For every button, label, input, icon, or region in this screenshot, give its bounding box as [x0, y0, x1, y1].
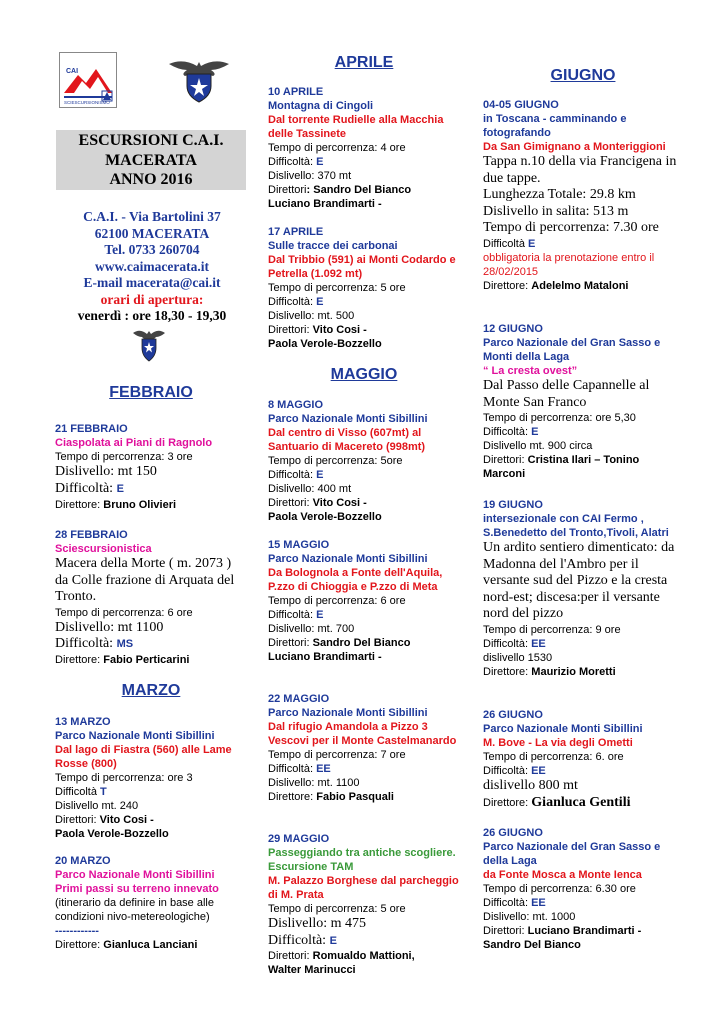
separator: ------------: [55, 925, 99, 937]
address-website[interactable]: www.caimacerata.it: [95, 258, 209, 274]
difficulty-label: Difficoltà:: [55, 636, 117, 651]
difficulty-value: EE: [531, 897, 546, 909]
difficulty-label: Difficoltà:: [268, 763, 317, 775]
event-17-aprile: [268, 225, 464, 351]
event-date: 8 MAGGIO: [268, 399, 324, 411]
difficulty-value: EE: [316, 763, 331, 775]
event-28-febbraio: [55, 528, 247, 667]
director-name-2: Luciano Brandimarti -: [268, 198, 382, 210]
month-aprile: APRILE: [334, 54, 394, 71]
difficulty-value: E: [316, 469, 324, 481]
event-date: 12 GIUGNO: [483, 323, 543, 335]
director-label: Direttori:: [55, 814, 100, 826]
svg-text:SCIESCURSIONISMO: SCIESCURSIONISMO: [64, 100, 110, 105]
event-description: Macera della Morte ( m. 2073 ) da Colle frazione di Arquata del Tronto.: [55, 556, 235, 604]
director-name: Vito Cosi -: [312, 497, 367, 509]
event-time: Tempo di percorrenza: 6. ore: [483, 751, 624, 763]
svg-text:CAI: CAI: [66, 68, 79, 75]
director-name-2: Paola Verole-Bozzello: [268, 511, 382, 523]
event-dislivello: dislivello 800 mt: [483, 778, 578, 793]
director-name-2: Luciano Brandimarti -: [268, 651, 382, 663]
difficulty-label: Difficoltà:: [268, 469, 317, 481]
event-dislivello: dislivello 1530: [483, 651, 553, 664]
event-park: Parco Nazionale Monti Sibillini: [268, 553, 428, 565]
event-subtitle: Sulle tracce dei carbonai: [268, 240, 398, 252]
director-name: Sandro Del Bianco: [312, 637, 411, 649]
difficulty-value: E: [329, 934, 337, 947]
director-name: Romualdo Mattioni,: [312, 950, 415, 962]
event-date: 15 MAGGIO: [268, 539, 330, 551]
difficulty-value: E: [316, 156, 324, 168]
director-name: : Sandro Del Bianco: [306, 184, 412, 196]
address-email[interactable]: E-mail macerata@cai.it: [83, 275, 221, 290]
event-time: Tempo di percorrenza: 7 ore: [268, 749, 406, 761]
difficulty-label: Difficoltà: [483, 237, 529, 250]
address-street: C.A.I. - Via Bartolini 37: [83, 209, 221, 224]
event-20-marzo: [55, 854, 247, 952]
event-title: Dal centro di Visso (607mt) al Santuario di Macereto (998mt): [268, 427, 426, 453]
director-label: Direttore:: [55, 939, 104, 951]
event-22-maggio: [268, 692, 464, 804]
director-label: Direttore:: [483, 665, 532, 678]
director-name-2: Paola Verole-Bozzello: [268, 338, 382, 350]
director-name: Cristina Ilari – Tonino Marconi: [483, 454, 640, 480]
difficulty-value: T: [100, 786, 107, 798]
difficulty-label: Difficoltà:: [268, 156, 317, 168]
event-19-giugno: [483, 498, 683, 679]
event-subtitle: intersezionale con CAI Fermo , S.Benedetto del Tronto,Tivoli, Alatri: [483, 513, 669, 539]
event-description: Un ardito sentiero dimenticato: da Madonna del l'Ambro per il versante sud del Pizzo e la cresta nord-est; discesa:per il versante nord del pizzo: [483, 540, 675, 621]
difficulty-value: E: [528, 237, 536, 250]
event-date: 19 GIUGNO: [483, 499, 543, 511]
event-date: 17 APRILE: [268, 226, 324, 238]
director-label: Direttore:: [483, 279, 532, 292]
event-date: 04-05 GIUGNO: [483, 99, 559, 111]
event-26-giugno-ienca: [483, 826, 683, 952]
difficulty-value: E: [316, 296, 324, 308]
month-giugno: GIUGNO: [550, 67, 616, 84]
address-phone: Tel. 0733 260704: [104, 242, 200, 257]
event-length: Lunghezza Totale: 29.8 km: [483, 187, 636, 202]
month-febbraio: FEBBRAIO: [109, 384, 193, 401]
event-title: Da San Gimignano a Monteriggioni: [483, 141, 666, 153]
event-date: 28 FEBBRAIO: [55, 529, 128, 541]
director-label: Direttore:: [483, 796, 532, 809]
cai-sciescursionismo-logo: [59, 52, 117, 108]
opening-hours-label: orari di apertura:: [100, 291, 204, 307]
title-line-2: MACERATA: [105, 151, 197, 169]
director-label: Direttori:: [268, 950, 313, 962]
event-title: Dal lago di Fiastra (560) alle Lame Rosse (800): [55, 744, 232, 770]
event-title: Dal torrente Rudielle alla Macchia delle Tassinete: [268, 114, 444, 140]
logos: [57, 50, 247, 110]
booking-note: obbligatoria la prenotazione entro il 28/02/2015: [483, 251, 655, 278]
event-time: Tempo di percorrenza: 6 ore: [268, 595, 406, 607]
event-10-aprile: [268, 85, 464, 211]
event-dislivello: Dislivello: mt. 1000: [483, 911, 576, 923]
event-time: Tempo di percorrenza: 7.30 ore: [483, 220, 659, 235]
difficulty-label: Difficoltà:: [483, 897, 532, 909]
event-time: Tempo di percorrenza: 6.30 ore: [483, 883, 636, 895]
difficulty-value: E: [316, 609, 324, 621]
event-dislivello: Dislivello: mt. 500: [268, 310, 355, 322]
event-park: Parco Nazionale Monti Sibillini: [55, 730, 215, 742]
event-subtitle: Montagna di Cingoli: [268, 100, 374, 112]
event-dislivello: Dislivello: 400 mt: [268, 483, 352, 495]
address-block: [56, 209, 248, 325]
difficulty-value: EE: [531, 637, 546, 650]
title-line-3: ANNO 2016: [109, 171, 193, 188]
difficulty-label: Difficoltà:: [268, 932, 330, 948]
director-name: Luciano Brandimarti -: [527, 925, 642, 937]
event-title: M. Palazzo Borghese dal parcheggio di M. Prata: [268, 875, 459, 901]
event-park: Parco Nazionale Monti Sibillini: [55, 869, 215, 881]
director-name: Bruno Olivieri: [103, 499, 177, 511]
director-label: Direttori:: [268, 497, 313, 509]
event-title: Da Bolognola a Fonte dell'Aquila, P.zzo di Chioggia e P.zzo di Meta: [268, 567, 443, 593]
event-date: 10 APRILE: [268, 86, 324, 98]
director-label: Direttore:: [55, 499, 104, 511]
director-name: Maurizio Moretti: [531, 665, 616, 678]
event-time: Tempo di percorrenza: 3 ore: [55, 451, 193, 463]
event-12-giugno: [483, 322, 683, 481]
event-dislivello: Dislivello mt. 240: [55, 800, 139, 812]
event-title: “ La cresta ovest”: [483, 365, 578, 377]
difficulty-label: Difficoltà:: [268, 609, 317, 621]
difficulty-label: Difficoltà:: [483, 765, 532, 777]
event-date: 29 MAGGIO: [268, 833, 330, 845]
event-title: Ciaspolata ai Piani di Ragnolo: [55, 437, 213, 449]
cai-eagle-small-icon: [132, 327, 166, 363]
event-15-maggio: [268, 538, 464, 664]
event-note: (itinerario da definire in base alle condizioni nivo-metereologiche): [55, 897, 214, 923]
month-maggio: MAGGIO: [330, 366, 398, 383]
page-title: [56, 130, 246, 190]
event-description: Tappa n.10 della via Francigena in due tappe.: [483, 154, 677, 186]
director-label: Direttori: [268, 184, 307, 196]
event-time: Tempo di percorrenza: ore 3: [55, 772, 193, 784]
event-time: Tempo di percorrenza: 5ore: [268, 455, 403, 467]
event-time: Tempo di percorrenza: 5 ore: [268, 282, 406, 294]
event-park: Parco Nazionale Monti Sibillini: [268, 707, 428, 719]
event-title: Dal rifugio Amandola a Pizzo 3 Vescovi per il Monte Castelmanardo: [268, 721, 457, 747]
difficulty-label: Difficoltà:: [483, 426, 532, 438]
address-city: 62100 MACERATA: [94, 225, 210, 241]
director-label: Direttore:: [55, 653, 104, 666]
event-park: Parco Nazionale del Gran Sasso e della Laga: [483, 841, 661, 867]
event-time: Tempo di percorrenza: 6 ore: [55, 606, 193, 619]
event-04-05-giugno: [483, 98, 683, 293]
event-date: 20 MARZO: [55, 855, 111, 867]
month-marzo: MARZO: [121, 682, 181, 699]
event-date: 26 GIUGNO: [483, 827, 543, 839]
event-title: M. Bove - La via degli Ometti: [483, 737, 633, 749]
event-13-marzo: [55, 715, 247, 841]
event-date: 21 FEBBRAIO: [55, 423, 128, 435]
title-line-1: ESCURSIONI C.A.I.: [78, 132, 224, 149]
event-26-giugno-bove: [483, 708, 683, 811]
director-name-2: Paola Verole-Bozzello: [55, 828, 169, 840]
event-8-maggio: [268, 398, 464, 524]
event-park: Parco Nazionale del Gran Sasso e Monti della Laga: [483, 337, 661, 363]
event-park: Parco Nazionale Monti Sibillini: [483, 723, 643, 735]
event-time: Tempo di percorrenza: 5 ore: [268, 903, 406, 915]
difficulty-label: Difficoltà: [55, 786, 101, 798]
event-dislivello: Dislivello: 370 mt: [268, 170, 352, 182]
event-time: Tempo di percorrenza: ore 5,30: [483, 412, 636, 424]
director-label: Direttori:: [268, 324, 313, 336]
director-name: Fabio Pasquali: [316, 791, 394, 803]
event-title: Sciescursionistica: [55, 543, 152, 555]
event-title: Dal Tribbio (591) ai Monti Codardo e Petrella (1.092 mt): [268, 254, 456, 280]
event-date: 26 GIUGNO: [483, 709, 543, 721]
event-dislivello: Dislivello: mt 150: [55, 464, 157, 479]
opening-hours: venerdì : ore 18,30 - 19,30: [77, 308, 227, 323]
director-label: Direttore:: [268, 791, 317, 803]
event-subtitle: in Toscana - camminando e fotografando: [483, 113, 627, 139]
director-name: Adelelmo Mataloni: [531, 279, 629, 292]
event-dislivello: Dislivello: mt. 1100: [268, 777, 360, 789]
difficulty-label: Difficoltà:: [268, 296, 317, 308]
director-name-2: Walter Marinucci: [268, 964, 356, 976]
event-subtitle: Passeggiando tra antiche scogliere. Escursione TAM: [268, 847, 456, 873]
cai-eagle-emblem: [167, 56, 231, 104]
director-label: Direttori:: [483, 454, 528, 466]
director-name: Gianluca Lanciani: [103, 939, 198, 951]
event-dislivello: Dislivello in salita: 513 m: [483, 203, 629, 219]
event-date: 22 MAGGIO: [268, 693, 330, 705]
event-time: Tempo di percorrenza: 9 ore: [483, 623, 621, 636]
director-name: Vito Cosi -: [99, 814, 154, 826]
difficulty-value: MS: [116, 638, 134, 650]
difficulty-value: E: [531, 426, 539, 438]
event-date: 13 MARZO: [55, 716, 111, 728]
event-dislivello: Dislivello: mt. 700: [268, 623, 355, 635]
director-name: Fabio Perticarini: [103, 653, 190, 666]
director-name: Vito Cosi -: [312, 324, 367, 336]
director-name-2: Sandro Del Bianco: [483, 939, 581, 951]
director-label: Direttori:: [483, 925, 528, 937]
difficulty-value: E: [116, 482, 124, 495]
event-title: Primi passi su terreno innevato: [55, 883, 219, 895]
difficulty-value: EE: [531, 765, 546, 777]
event-21-febbraio: [55, 422, 247, 512]
event-dislivello: Dislivello mt. 900 circa: [483, 440, 593, 452]
difficulty-label: Difficoltà:: [483, 637, 532, 650]
director-name: Gianluca Gentili: [531, 794, 631, 810]
director-label: Direttori:: [268, 637, 313, 649]
event-title: da Fonte Mosca a Monte Ienca: [483, 869, 642, 881]
event-29-maggio: [268, 832, 464, 977]
event-description: Dal Passo delle Capannelle al Monte San Franco: [483, 378, 650, 410]
event-time: Tempo di percorrenza: 4 ore: [268, 142, 406, 154]
difficulty-label: Difficoltà:: [55, 480, 117, 496]
event-park: Parco Nazionale Monti Sibillini: [268, 413, 428, 425]
event-dislivello: Dislivello: mt 1100: [55, 619, 164, 635]
event-dislivello: Dislivello: m 475: [268, 916, 366, 931]
